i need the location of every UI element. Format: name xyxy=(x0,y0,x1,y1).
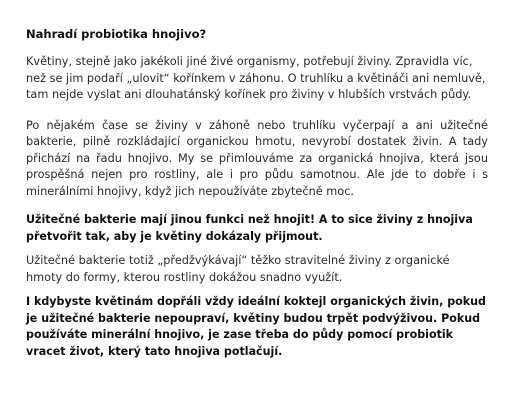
paragraph-conclusion: I kdybyste květinám dopřáli vždy ideální koktejl organických živin, pokud je užitečné bakterie nepoupraví, květiny budou trpět podvýživou. Pokud používáte minerální hnojivo, je zase třeba do půdy pomocí probiotik vracet život, který tato hnojiva potlačují. xyxy=(26,295,486,358)
paragraph-intro: Květiny, stejně jako jakékoli jiné živé organismy, potřebují živiny. Zpravidla víc, než se jim podaří „ulovit“ kořínkem v záhonu. O truhlíku a květináči ani nemluvě, tam nejde vyslat ani dlouhatánský kořínek pro živiny v hlubších vrstvách půdy. xyxy=(26,55,486,101)
paragraph-bacteria-function: Užitečné bakterie mají jinou funkci než hnojit! A to sice živiny z hnojiva přetvořit tak, aby je květiny dokázaly přijmout. xyxy=(26,213,473,243)
article-title: Nahradí probiotika hnojivo? xyxy=(26,27,207,41)
paragraph-predigest: Užitečné bakterie totiž „předžvýkávají“ těžko stravitelné živiny z organické hmoty do formy, kterou rostliny dokážou snadno využít. xyxy=(26,254,450,284)
paragraph-nutrients: Po nějakém čase se živiny v záhoně nebo truhlíku vyčerpají a ani užitečné bakterie, pilně rozkládající organickou hmotu, nevyrobí dostatek živin. A tady přichází na řadu hnojivo. My se přimlouváme za organická hnojiva, která jsou prospěšná nejen pro rostliny, ale i pro půdu samotnou. Ale jde to dobře i s minerálními hnojivy, když jich nepoužíváte zbytečně moc. xyxy=(26,118,488,198)
article xyxy=(26,26,488,360)
